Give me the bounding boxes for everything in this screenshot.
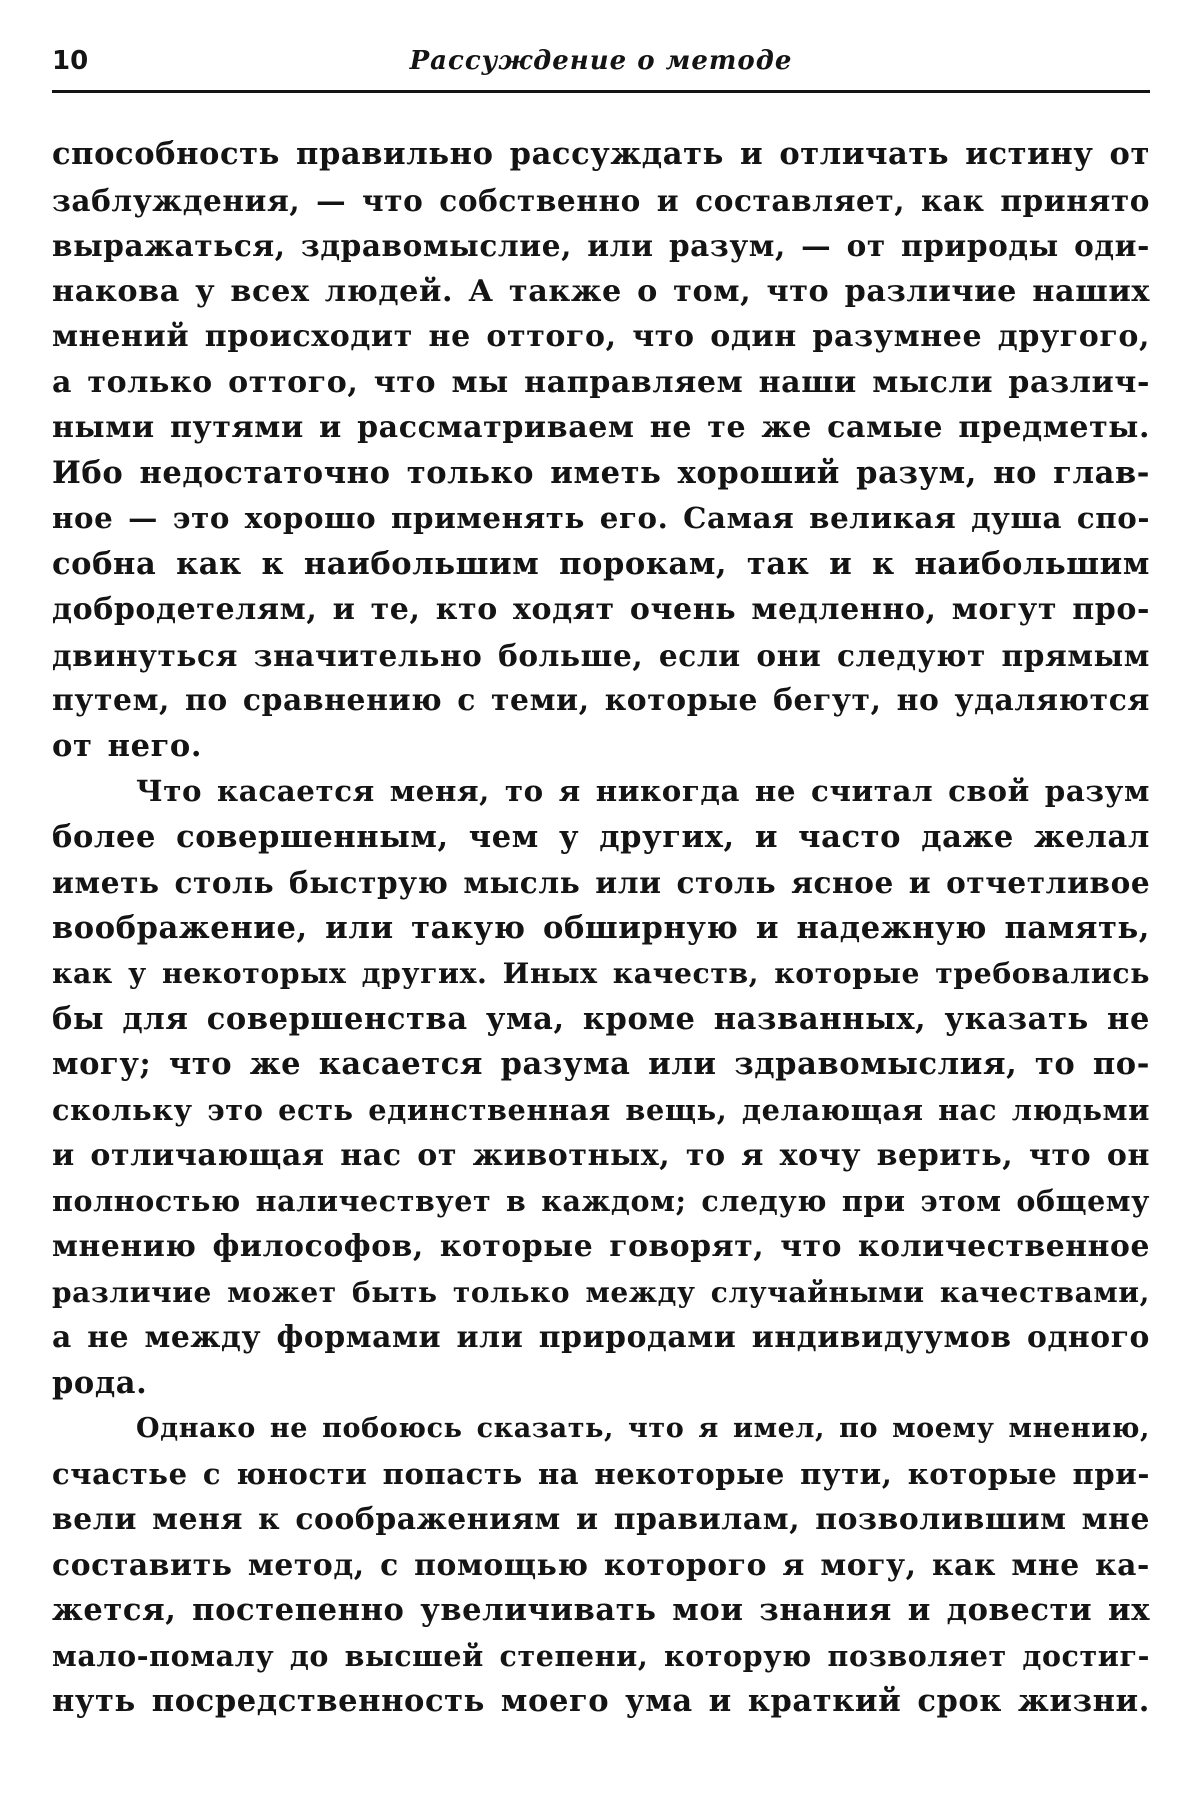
text-line: накова у всех людей. А также о том, что различие наших: [52, 273, 1150, 309]
text-line: двинуться значительно больше, если они следуют прямым: [52, 637, 1150, 673]
text-line: собна как к наибольшим порокам, так и к наибольшим: [52, 545, 1150, 582]
text-line: добродетелям, и те, кто ходят очень медленно, могут про-: [52, 592, 1150, 627]
text-line: более совершенным, чем у других, и часто даже желал: [52, 818, 1150, 855]
text-line: ными путями и рассматриваем не те же самые предметы.: [52, 410, 1150, 445]
text-line: мнению философов, которые говорят, что количественное: [52, 1229, 1150, 1264]
text-line: от него.: [52, 727, 203, 764]
text-line: бы для совершенства ума, кроме названных, указать не: [52, 1000, 1150, 1037]
page-number: 10: [52, 46, 89, 76]
text-line: полностью наличествует в каждом; следую при этом общему: [52, 1183, 1150, 1218]
text-line: рода.: [52, 1364, 148, 1401]
text-line: ное — это хорошо применять его. Самая великая душа спо-: [52, 501, 1150, 535]
text-line: жется, постепенно увеличивать мои знания и довести их: [52, 1592, 1150, 1628]
body-text: [52, 132, 1150, 1725]
text-line: воображение, или такую обширную и надежную память,: [52, 909, 1150, 946]
header-rule: [52, 90, 1150, 93]
paragraph-1: [52, 132, 1150, 769]
text-line: как у некоторых других. Иных качеств, которые требовались: [52, 956, 1150, 990]
text-line: составить метод, с помощью которого я могу, как мне ка-: [52, 1547, 1150, 1583]
text-line: а только оттого, что мы направляем наши мысли различ-: [52, 364, 1150, 400]
paragraph-2: [52, 769, 1150, 1406]
paragraph-3: [52, 1406, 1150, 1725]
text-line: Что касается меня, то я никогда не считал свой разум: [136, 774, 1150, 808]
text-line: и отличающая нас от животных, то я хочу верить, что он: [52, 1138, 1150, 1173]
text-line: скольку это есть единственная вещь, делающая нас людьми: [52, 1092, 1150, 1127]
text-line: Ибо недостаточно только иметь хороший разум, но глав-: [52, 454, 1150, 491]
text-line: вели меня к соображениям и правилам, позволившим мне: [52, 1502, 1150, 1537]
running-head: [52, 40, 1150, 80]
text-line: а не между формами или природами индивидуумов одного: [52, 1320, 1150, 1355]
text-line: иметь столь быструю мысль или столь ясное и отчетливое: [52, 865, 1150, 900]
text-line: путем, по сравнению с теми, которые бегут, но удаляются: [52, 683, 1150, 718]
text-line: мало-помалу до высшей степени, которую позволяет достиг-: [52, 1638, 1150, 1673]
text-line: различие может быть только между случайными качествами,: [52, 1275, 1150, 1309]
text-line: мнений происходит не оттого, что один разумнее другого,: [52, 319, 1150, 354]
text-line: могу; что же касается разума или здравомыслия, то по-: [52, 1046, 1150, 1082]
text-line: Однако не побоюсь сказать, что я имел, по моему мнению,: [136, 1413, 1150, 1444]
text-line: способность правильно рассуждать и отличать истину от: [52, 136, 1150, 172]
text-line: выражаться, здравомыслие, или разум, — от природы оди-: [52, 228, 1150, 263]
text-line: счастье с юности попасть на некоторые пути, которые при-: [52, 1456, 1150, 1491]
running-title: Рассуждение о методе: [409, 46, 793, 76]
text-line: нуть посредственность моего ума и краткий срок жизни.: [52, 1683, 1150, 1719]
text-line: заблуждения, — что собственно и составляет, как принято: [52, 182, 1150, 218]
